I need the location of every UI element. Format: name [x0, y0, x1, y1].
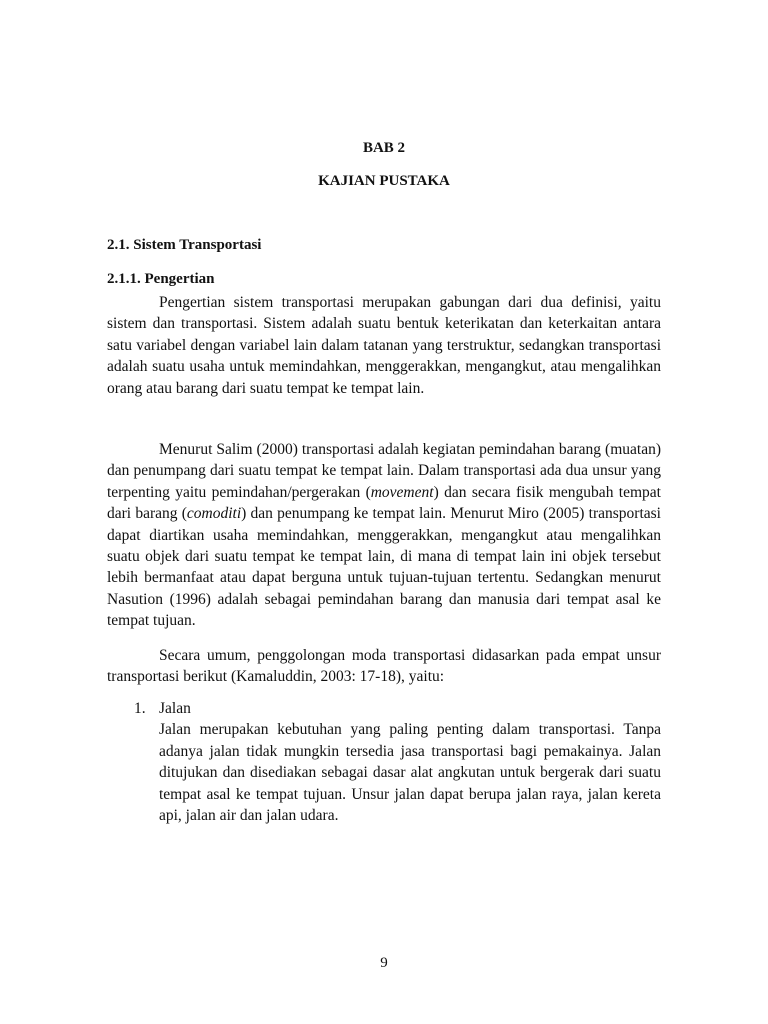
- transport-elements-list: [107, 698, 661, 826]
- list-item-description: Jalan merupakan kebutuhan yang paling penting dalam transportasi. Tanpa adanya jalan tidak mungkin tersedia jasa transportasi bagi pemakainya. Jalan ditujukan dan disediakan sebagai dasar alat angkutan untuk bergerak dari suatu tempat asal ke tempat tujuan. Unsur jalan dapat berupa jalan raya, jalan kereta api, jalan air dan jalan udara.: [159, 721, 661, 825]
- subsection-heading: 2.1.1. Pengertian: [107, 271, 215, 287]
- paragraph-definition: Pengertian sistem transportasi merupakan gabungan dari dua definisi, yaitu sistem dan transportasi. Sistem adalah suatu bentuk keterikatan dan keterkaitan antara satu variabel dengan variabel lain dalam tatanan yang terstruktur, sedangkan transportasi adalah suatu usaha untuk memindahkan, menggerakkan, mengangkut, atau mengalihkan orang atau barang dari suatu tempat ke tempat lain.: [107, 294, 661, 397]
- paragraph-text: ) dan penumpang ke tempat lain. Menurut Miro (2005) transportasi dapat diartikan usaha memindahkan, menggerakkan, mengangkut atau mengalihkan suatu objek dari suatu tempat ke tempat lain, di mana di tempat lain ini objek tersebut lebih bermanfaat atau dapat berguna untuk tujuan-tujuan tertentu. Sedangkan menurut Nasution (1996) adalah sebagai pemindahan barang dan manusia dari tempat asal ke tempat tujuan.: [107, 505, 661, 630]
- chapter-label: BAB 2: [362, 140, 406, 156]
- page-number: 9: [380, 955, 388, 971]
- paragraph-classification: Secara umum, penggolongan moda transportasi didasarkan pada empat unsur transportasi berikut (Kamaluddin, 2003: 17-18), yaitu:: [107, 647, 661, 686]
- paragraph-salim-miro-nasution: [107, 439, 661, 632]
- paragraph-text: Menurut Salim (2000) transportasi adalah kegiatan pemindahan barang (muatan) dan penumpang dari suatu tempat ke tempat lain. Dalam transportasi ada dua unsur yang terpenting yaitu pemindahan/pergerakan (: [107, 441, 661, 501]
- italic-term-comoditi: comoditi: [186, 505, 242, 523]
- section-heading: 2.1. Sistem Transportasi: [107, 237, 262, 253]
- chapter-title: KAJIAN PUSTAKA: [318, 173, 450, 189]
- list-item-title: Jalan: [159, 700, 191, 717]
- italic-term-movement: movement: [370, 483, 434, 501]
- list-item: [107, 698, 661, 826]
- paragraph-text: ) dan secara fisik mengubah tempat dari barang (: [107, 483, 661, 523]
- list-item-number: 1.: [134, 700, 146, 717]
